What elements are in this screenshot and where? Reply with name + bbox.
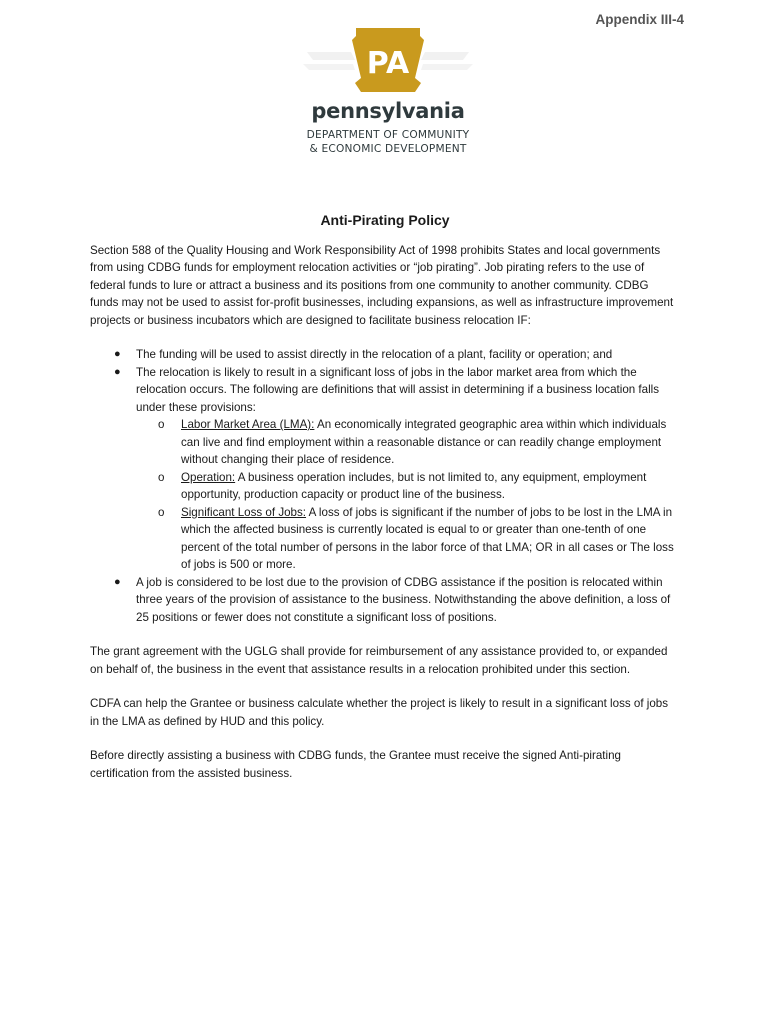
- bullet-icon: ●: [114, 365, 121, 378]
- logo-department-line2: & ECONOMIC DEVELOPMENT: [309, 143, 467, 155]
- keystone-text: PA: [366, 46, 410, 81]
- definitions-list: [136, 416, 680, 574]
- appendix-label: Appendix III-4: [595, 12, 684, 27]
- policy-document: [90, 212, 680, 799]
- definition-item: [136, 504, 680, 574]
- circle-bullet-icon: o: [158, 418, 165, 431]
- page-title: Anti-Pirating Policy: [320, 212, 450, 228]
- bullet-icon: ●: [114, 575, 121, 588]
- definition-text: An economically integrated geographic area within which individuals can live and find employment within a reasonable distance or can readily change employment without changing their place of residence.: [181, 418, 667, 466]
- list-item: [90, 364, 680, 574]
- intro-paragraph: Section 588 of the Quality Housing and Work Responsibility Act of 1998 prohibits States and local governments from using CDBG funds for employment relocation activities or “job pirating”. Job pirating refers to the use of federal funds to lure or attract a business and its positions from one community to another community. CDBG funds may not be used to assist for-profit businesses, including expansions, as well as infrastructure improvement projects or business incubators which are designed to facilitate business relocation IF:: [90, 243, 674, 327]
- definition-text: A loss of jobs is significant if the number of jobs to be lost in the LMA in which the affected business is currently located is equal to or greater than one-tenth of one percent of the total number of persons in the labor force of that LMA; OR in all cases or The loss of jobs is 500 or more.: [181, 505, 674, 571]
- definition-item: [136, 469, 680, 504]
- conditions-list: [90, 346, 680, 626]
- pa-dced-logo: [293, 26, 483, 156]
- logo-department-line1: DEPARTMENT OF COMMUNITY: [306, 129, 470, 141]
- circle-bullet-icon: o: [158, 470, 165, 484]
- bullet-icon: ●: [114, 348, 121, 360]
- definition-term: Labor Market Area (LMA):: [181, 418, 315, 431]
- list-item: [90, 346, 680, 364]
- list-item: [90, 574, 680, 627]
- reimbursement-paragraph: The grant agreement with the UGLG shall provide for reimbursement of any assistance provided to, or expanded on behalf of, the business in the event that assistance results in a relocation prohibited under this section.: [90, 645, 668, 676]
- certification-paragraph: Before directly assisting a business with CDBG funds, the Grantee must receive the signed Anti-pirating certification from the assisted business.: [90, 749, 621, 780]
- logo-wordmark: pennsylvania: [311, 99, 465, 123]
- cdfa-paragraph: CDFA can help the Grantee or business calculate whether the project is likely to result in a significant loss of jobs in the LMA as defined by HUD and this policy.: [90, 697, 669, 728]
- logo-department: [293, 128, 483, 156]
- definition-text: A business operation includes, but is not limited to, any equipment, employment opportunity, production capacity or product line of the business.: [181, 470, 647, 501]
- definition-term: Significant Loss of Jobs:: [181, 505, 307, 519]
- list-item-text: The funding will be used to assist directly in the relocation of a plant, facility or operation; and: [136, 348, 613, 361]
- keystone-icon: [293, 26, 483, 98]
- list-item-text: A job is considered to be lost due to the provision of CDBG assistance if the position is relocated within three years of the provision of assistance to the business. Notwithstanding the above definition, a loss of 25 positions or fewer does not constitute a significant loss of positions.: [136, 575, 671, 624]
- definition-item: [136, 416, 680, 469]
- definition-term: Operation:: [181, 470, 236, 484]
- list-item-text: The relocation is likely to result in a significant loss of jobs in the labor market area from which the relocation occurs. The following are definitions that will assist in determining if a business location falls under these provisions:: [136, 365, 660, 414]
- circle-bullet-icon: o: [158, 505, 165, 519]
